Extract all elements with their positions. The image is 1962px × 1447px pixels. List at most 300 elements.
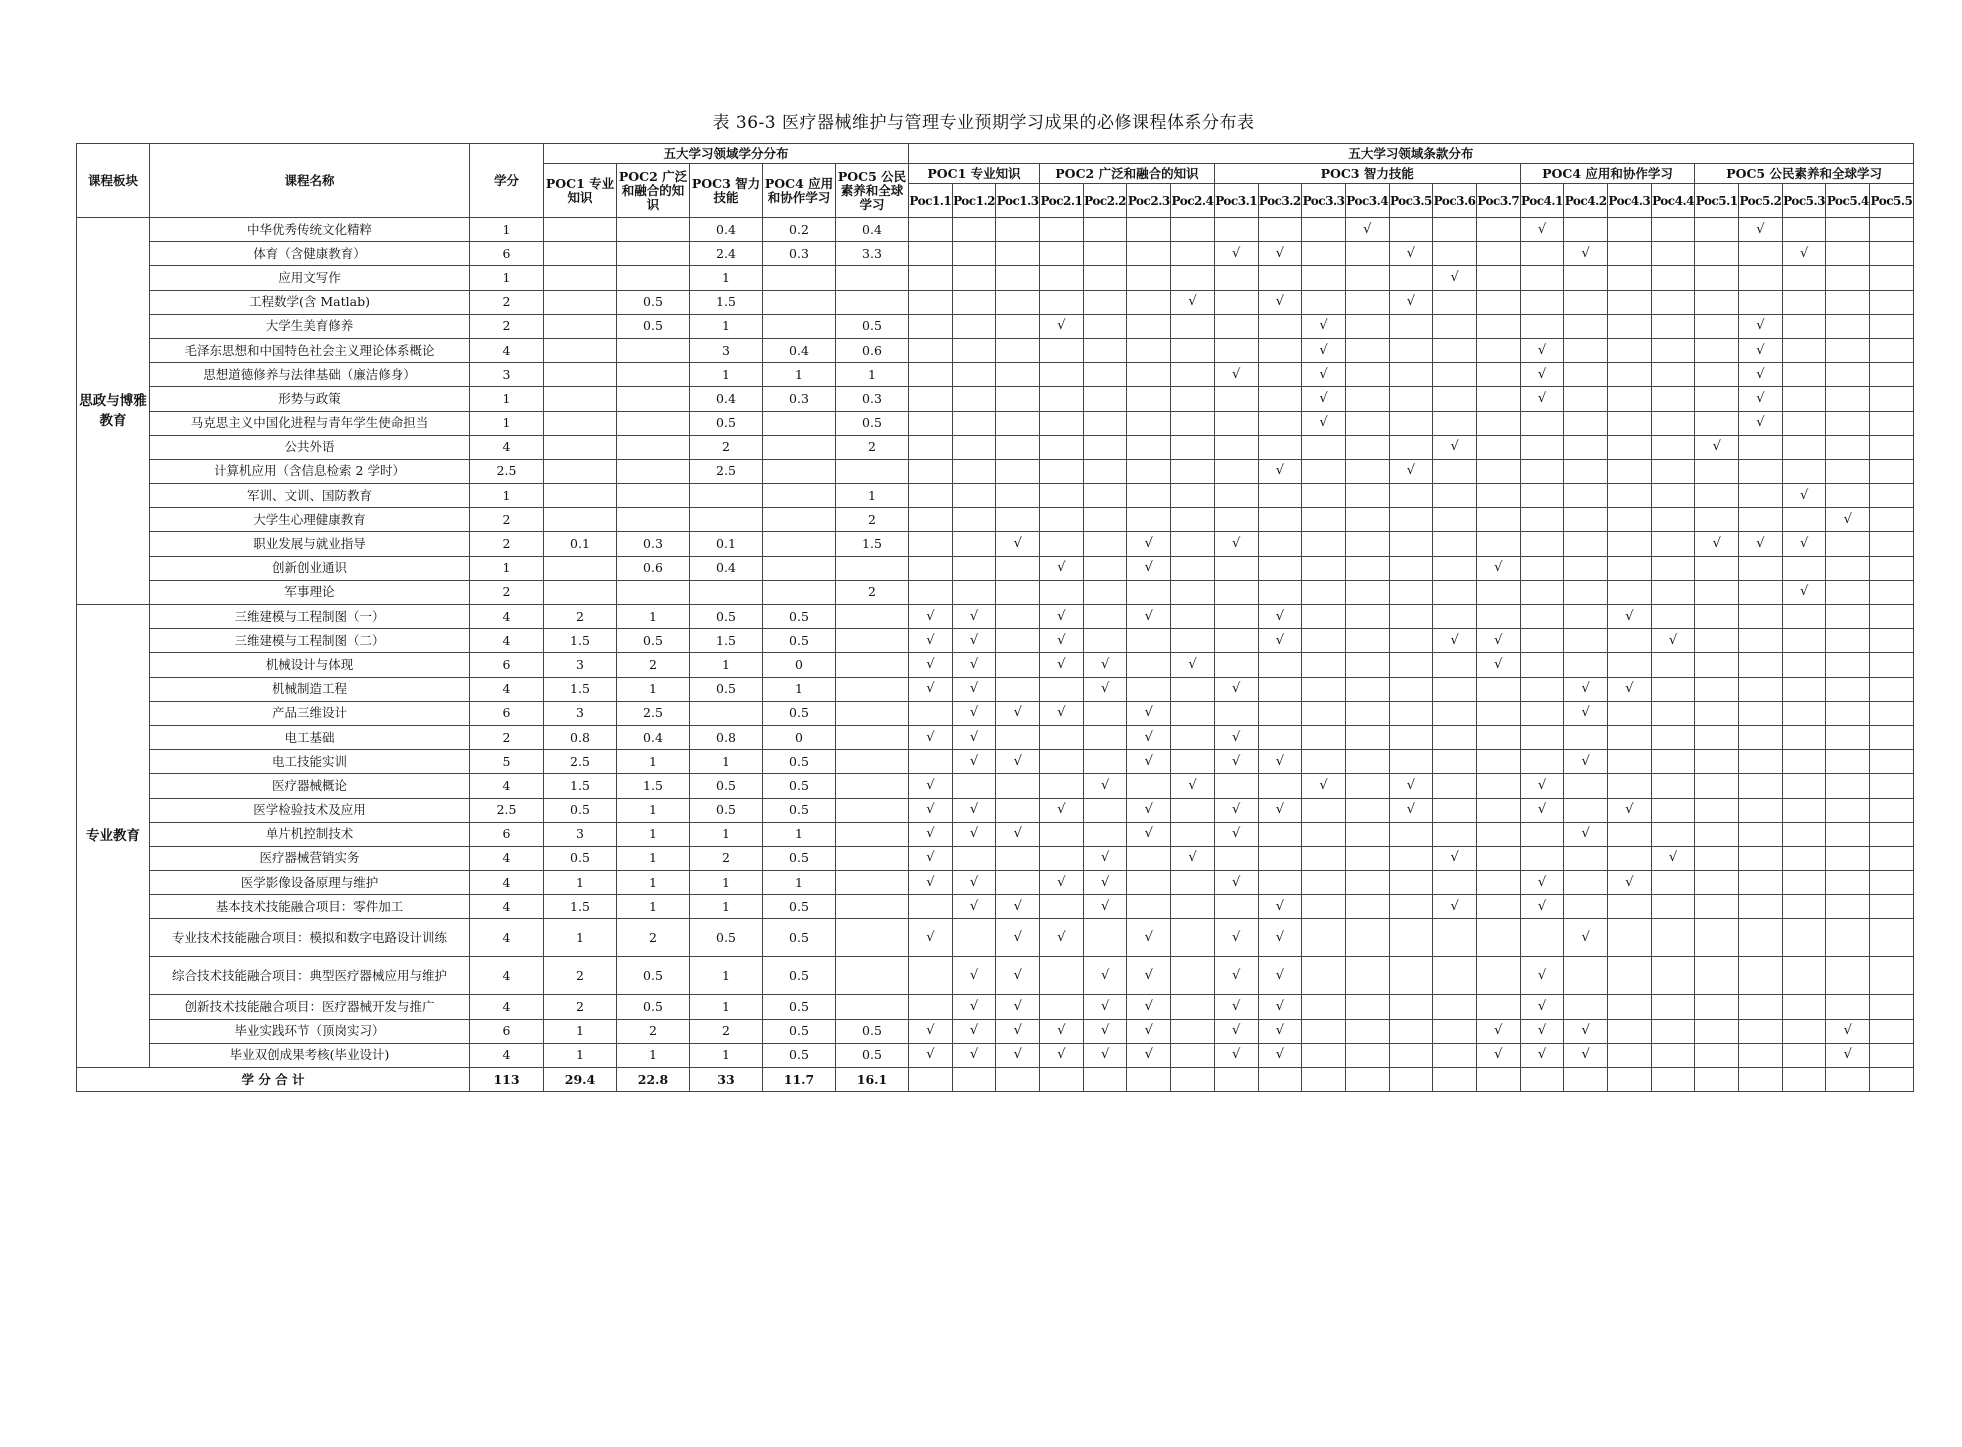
credit-poc3: 2.5 xyxy=(690,459,763,483)
credit-poc1: 0.5 xyxy=(544,798,617,822)
credit-poc5: 3.3 xyxy=(836,242,909,266)
clause-mark: √ xyxy=(1214,871,1258,895)
clause-mark xyxy=(1826,363,1870,387)
course-credit: 4 xyxy=(470,895,544,919)
credit-poc1: 1 xyxy=(544,919,617,957)
clause-mark xyxy=(1433,774,1477,798)
clause-mark: √ xyxy=(1564,1043,1608,1067)
course-name: 创新技术技能融合项目：医疗器械开发与推广 xyxy=(150,995,470,1019)
clause-mark xyxy=(1345,725,1389,749)
clause-mark xyxy=(1476,508,1520,532)
clause-mark xyxy=(1782,338,1826,362)
clause-mark: √ xyxy=(1214,363,1258,387)
credit-poc1: 0.5 xyxy=(544,846,617,870)
credit-poc2: 1.5 xyxy=(617,774,690,798)
clause-mark xyxy=(1826,725,1870,749)
total-credit: 113 xyxy=(470,1068,544,1092)
clause-mark: √ xyxy=(996,822,1040,846)
clause-mark xyxy=(1651,290,1695,314)
clause-mark xyxy=(1433,605,1477,629)
table-caption: 表 36-3 医疗器械维护与管理专业预期学习成果的必修课程体系分布表 xyxy=(712,113,1255,133)
clause-mark xyxy=(1040,532,1084,556)
course-credit: 4 xyxy=(470,919,544,957)
clause-mark xyxy=(1214,314,1258,338)
clause-mark: √ xyxy=(1127,532,1171,556)
clause-mark xyxy=(1826,653,1870,677)
clause-mark: √ xyxy=(1564,919,1608,957)
clause-mark xyxy=(1389,508,1433,532)
credit-poc3: 0.4 xyxy=(690,218,763,242)
clause-mark xyxy=(1040,387,1084,411)
clause-mark xyxy=(1127,411,1171,435)
clause-mark: √ xyxy=(1214,957,1258,995)
clause-mark: √ xyxy=(1127,605,1171,629)
course-credit: 6 xyxy=(470,701,544,725)
clause-mark xyxy=(1564,629,1608,653)
clause-mark xyxy=(996,677,1040,701)
header-sub-poc: Poc1.1 xyxy=(909,184,953,218)
curriculum-table xyxy=(76,143,1914,1092)
clause-mark xyxy=(1345,605,1389,629)
course-name: 创新创业通识 xyxy=(150,556,470,580)
clause-mark xyxy=(1826,314,1870,338)
clause-mark xyxy=(909,387,953,411)
clause-mark xyxy=(1171,871,1215,895)
clause-mark xyxy=(996,846,1040,870)
clause-mark xyxy=(1345,242,1389,266)
clause-mark xyxy=(1433,798,1477,822)
table-row xyxy=(77,508,1914,532)
clause-mark xyxy=(1826,290,1870,314)
clause-mark xyxy=(1171,957,1215,995)
credit-poc5: 0.3 xyxy=(836,387,909,411)
credit-poc4: 0.5 xyxy=(763,798,836,822)
clause-mark: √ xyxy=(1127,919,1171,957)
clause-mark xyxy=(1739,995,1783,1019)
course-credit: 2 xyxy=(470,580,544,604)
clause-mark xyxy=(1608,629,1652,653)
credit-poc4 xyxy=(763,266,836,290)
clause-mark xyxy=(1782,556,1826,580)
clause-mark xyxy=(1870,822,1914,846)
clause-mark xyxy=(1214,629,1258,653)
credit-poc2 xyxy=(617,411,690,435)
clause-mark xyxy=(1476,895,1520,919)
course-credit: 4 xyxy=(470,629,544,653)
clause-mark xyxy=(1564,957,1608,995)
credit-poc4 xyxy=(763,532,836,556)
credit-poc1: 2 xyxy=(544,605,617,629)
clause-mark xyxy=(1476,957,1520,995)
credit-poc5: 0.4 xyxy=(836,218,909,242)
clause-mark xyxy=(1564,387,1608,411)
clause-mark xyxy=(1345,459,1389,483)
clause-mark xyxy=(1476,677,1520,701)
total-empty-cell xyxy=(1127,1068,1171,1092)
clause-mark xyxy=(1651,701,1695,725)
clause-mark: √ xyxy=(1695,435,1739,459)
table-row xyxy=(77,629,1914,653)
header-sub-poc: Poc3.5 xyxy=(1389,184,1433,218)
clause-mark: √ xyxy=(1083,1043,1127,1067)
clause-mark: √ xyxy=(996,532,1040,556)
block-label: 专业教育 xyxy=(77,605,150,1068)
clause-mark xyxy=(1651,1019,1695,1043)
clause-mark xyxy=(1608,290,1652,314)
clause-mark: √ xyxy=(1214,677,1258,701)
course-credit: 2 xyxy=(470,290,544,314)
clause-mark: √ xyxy=(1258,459,1302,483)
credit-poc3: 1.5 xyxy=(690,629,763,653)
clause-mark: √ xyxy=(996,750,1040,774)
clause-mark xyxy=(1214,846,1258,870)
clause-mark xyxy=(1782,1019,1826,1043)
clause-mark: √ xyxy=(952,725,996,749)
clause-mark xyxy=(1345,846,1389,870)
clause-mark: √ xyxy=(996,957,1040,995)
clause-mark xyxy=(1433,242,1477,266)
clause-mark xyxy=(1171,629,1215,653)
clause-mark: √ xyxy=(1214,1043,1258,1067)
clause-mark xyxy=(1651,580,1695,604)
clause-mark xyxy=(996,314,1040,338)
clause-mark: √ xyxy=(1214,822,1258,846)
credit-poc3 xyxy=(690,580,763,604)
credit-poc5 xyxy=(836,629,909,653)
credit-poc1: 3 xyxy=(544,701,617,725)
clause-mark xyxy=(1214,266,1258,290)
credit-poc2: 1 xyxy=(617,605,690,629)
clause-mark xyxy=(1433,653,1477,677)
header-sub-poc: Poc5.1 xyxy=(1695,184,1739,218)
clause-mark xyxy=(1826,846,1870,870)
clause-mark: √ xyxy=(1782,532,1826,556)
clause-mark xyxy=(1127,363,1171,387)
course-name: 基本技术技能融合项目：零件加工 xyxy=(150,895,470,919)
course-credit: 1 xyxy=(470,411,544,435)
clause-mark xyxy=(1782,957,1826,995)
clause-mark xyxy=(1171,411,1215,435)
clause-mark xyxy=(909,556,953,580)
clause-mark xyxy=(1870,798,1914,822)
clause-mark xyxy=(1171,459,1215,483)
clause-mark xyxy=(1739,653,1783,677)
credit-poc5: 1 xyxy=(836,484,909,508)
clause-mark xyxy=(1870,508,1914,532)
clause-mark xyxy=(1302,846,1346,870)
table-row xyxy=(77,750,1914,774)
clause-mark xyxy=(1564,314,1608,338)
clause-mark xyxy=(1083,725,1127,749)
clause-mark xyxy=(1695,701,1739,725)
clause-mark: √ xyxy=(1520,798,1564,822)
clause-mark: √ xyxy=(909,1043,953,1067)
clause-mark xyxy=(1171,532,1215,556)
clause-mark xyxy=(1302,871,1346,895)
clause-mark xyxy=(1302,822,1346,846)
total-empty-cell xyxy=(1083,1068,1127,1092)
clause-mark xyxy=(1345,822,1389,846)
clause-mark xyxy=(1782,218,1826,242)
clause-mark xyxy=(1171,798,1215,822)
credit-poc1 xyxy=(544,266,617,290)
clause-mark: √ xyxy=(1083,995,1127,1019)
clause-mark: √ xyxy=(1345,218,1389,242)
course-name: 医学影像设备原理与维护 xyxy=(150,871,470,895)
clause-mark: √ xyxy=(1651,629,1695,653)
clause-mark xyxy=(1258,484,1302,508)
clause-mark xyxy=(909,314,953,338)
credit-poc4 xyxy=(763,314,836,338)
course-name: 机械设计与体现 xyxy=(150,653,470,677)
clause-mark xyxy=(996,411,1040,435)
clause-mark xyxy=(1476,290,1520,314)
clause-mark xyxy=(1608,919,1652,957)
clause-mark: √ xyxy=(1826,1043,1870,1067)
credit-poc2: 0.3 xyxy=(617,532,690,556)
clause-mark xyxy=(1171,822,1215,846)
clause-mark xyxy=(1345,1043,1389,1067)
clause-mark: √ xyxy=(1258,290,1302,314)
clause-mark xyxy=(1870,411,1914,435)
clause-mark xyxy=(1695,484,1739,508)
clause-mark xyxy=(1826,387,1870,411)
credit-poc5: 0.5 xyxy=(836,1019,909,1043)
credit-poc4 xyxy=(763,508,836,532)
clause-mark xyxy=(1214,895,1258,919)
clause-mark xyxy=(1870,266,1914,290)
clause-mark xyxy=(1651,957,1695,995)
clause-mark xyxy=(1302,895,1346,919)
course-credit: 1 xyxy=(470,387,544,411)
credit-poc4: 0.4 xyxy=(763,338,836,362)
clause-mark: √ xyxy=(1651,846,1695,870)
table-row xyxy=(77,218,1914,242)
clause-mark xyxy=(1433,580,1477,604)
credit-poc5 xyxy=(836,822,909,846)
clause-mark xyxy=(1564,218,1608,242)
clause-mark xyxy=(996,266,1040,290)
clause-mark: √ xyxy=(1083,871,1127,895)
clause-mark xyxy=(1870,580,1914,604)
credit-poc4: 0.5 xyxy=(763,774,836,798)
clause-mark: √ xyxy=(1214,995,1258,1019)
total-empty-cell xyxy=(1040,1068,1084,1092)
clause-mark xyxy=(1040,725,1084,749)
clause-mark xyxy=(1870,314,1914,338)
course-name: 三维建模与工程制图（一） xyxy=(150,605,470,629)
header-sub-poc: Poc4.4 xyxy=(1651,184,1695,218)
clause-mark: √ xyxy=(1083,653,1127,677)
total-empty-cell xyxy=(996,1068,1040,1092)
clause-mark: √ xyxy=(1476,629,1520,653)
clause-mark: √ xyxy=(1520,871,1564,895)
clause-mark xyxy=(1476,725,1520,749)
clause-mark xyxy=(1171,218,1215,242)
credit-poc5 xyxy=(836,653,909,677)
clause-mark: √ xyxy=(1739,411,1783,435)
credit-poc5 xyxy=(836,677,909,701)
clause-mark xyxy=(1826,556,1870,580)
clause-mark xyxy=(1782,822,1826,846)
clause-mark xyxy=(1083,605,1127,629)
credit-poc3: 0.5 xyxy=(690,411,763,435)
clause-mark xyxy=(1695,605,1739,629)
clause-mark xyxy=(1739,1043,1783,1067)
credit-poc1 xyxy=(544,556,617,580)
clause-mark: √ xyxy=(1608,798,1652,822)
clause-mark xyxy=(1651,653,1695,677)
clause-mark xyxy=(1127,629,1171,653)
total-empty-cell xyxy=(909,1068,953,1092)
clause-mark xyxy=(1127,459,1171,483)
clause-mark xyxy=(996,798,1040,822)
credit-poc4: 1 xyxy=(763,822,836,846)
clause-mark xyxy=(1389,750,1433,774)
clause-mark xyxy=(1520,290,1564,314)
clause-mark xyxy=(1171,725,1215,749)
clause-mark xyxy=(1040,484,1084,508)
table-row xyxy=(77,484,1914,508)
clause-mark xyxy=(1739,508,1783,532)
clause-mark xyxy=(1826,774,1870,798)
clause-mark xyxy=(1520,435,1564,459)
clause-mark xyxy=(1476,798,1520,822)
clause-mark xyxy=(909,242,953,266)
clause-mark xyxy=(1476,871,1520,895)
credit-poc4 xyxy=(763,484,836,508)
credit-poc3: 1 xyxy=(690,957,763,995)
clause-mark xyxy=(1520,677,1564,701)
clause-mark xyxy=(1608,556,1652,580)
clause-mark xyxy=(1389,580,1433,604)
clause-mark xyxy=(1214,411,1258,435)
clause-mark xyxy=(1651,750,1695,774)
clause-mark xyxy=(1389,957,1433,995)
clause-mark xyxy=(1564,435,1608,459)
clause-mark xyxy=(952,411,996,435)
credit-poc2 xyxy=(617,459,690,483)
clause-mark xyxy=(1302,435,1346,459)
clause-mark xyxy=(1739,750,1783,774)
clause-mark xyxy=(1127,846,1171,870)
credit-poc3: 1 xyxy=(690,314,763,338)
clause-mark xyxy=(1389,363,1433,387)
clause-mark xyxy=(1345,701,1389,725)
clause-mark: √ xyxy=(1083,677,1127,701)
credit-poc3: 2 xyxy=(690,846,763,870)
clause-mark xyxy=(1171,1043,1215,1067)
clause-mark xyxy=(1083,822,1127,846)
course-name: 医疗器械概论 xyxy=(150,774,470,798)
clause-mark xyxy=(1870,895,1914,919)
clause-mark xyxy=(1302,1019,1346,1043)
clause-mark xyxy=(1302,580,1346,604)
clause-mark xyxy=(952,580,996,604)
clause-mark xyxy=(1826,435,1870,459)
credit-poc4: 0.3 xyxy=(763,387,836,411)
credit-poc3: 1 xyxy=(690,363,763,387)
total-empty-cell xyxy=(1345,1068,1389,1092)
total-empty-cell xyxy=(1870,1068,1914,1092)
clause-mark xyxy=(1870,871,1914,895)
clause-mark xyxy=(1389,677,1433,701)
credit-poc1: 1 xyxy=(544,871,617,895)
clause-mark xyxy=(1345,387,1389,411)
credit-poc1: 1.5 xyxy=(544,895,617,919)
clause-mark xyxy=(1782,605,1826,629)
clause-mark xyxy=(1476,363,1520,387)
credit-poc2 xyxy=(617,484,690,508)
credit-poc2: 1 xyxy=(617,822,690,846)
clause-mark xyxy=(1782,895,1826,919)
credit-poc4: 0.5 xyxy=(763,701,836,725)
clause-mark xyxy=(1389,822,1433,846)
clause-mark xyxy=(1433,871,1477,895)
credit-poc2 xyxy=(617,266,690,290)
clause-mark: √ xyxy=(1040,314,1084,338)
clause-mark xyxy=(1739,459,1783,483)
clause-mark xyxy=(1739,919,1783,957)
clause-mark xyxy=(1608,1019,1652,1043)
clause-mark xyxy=(1302,605,1346,629)
table-row xyxy=(77,822,1914,846)
clause-mark xyxy=(1258,774,1302,798)
clause-mark xyxy=(952,218,996,242)
clause-mark: √ xyxy=(952,822,996,846)
credit-poc3: 1 xyxy=(690,1043,763,1067)
clause-mark xyxy=(909,459,953,483)
clause-mark xyxy=(1739,605,1783,629)
clause-mark xyxy=(1826,484,1870,508)
credit-poc2: 1 xyxy=(617,750,690,774)
table-row xyxy=(77,338,1914,362)
course-credit: 6 xyxy=(470,242,544,266)
clause-mark xyxy=(1433,532,1477,556)
clause-mark xyxy=(1476,459,1520,483)
clause-mark xyxy=(1389,919,1433,957)
clause-mark xyxy=(1564,580,1608,604)
credit-poc1: 1 xyxy=(544,1019,617,1043)
clause-mark: √ xyxy=(1127,798,1171,822)
clause-mark xyxy=(1739,435,1783,459)
header-sub-poc: Poc3.6 xyxy=(1433,184,1477,218)
clause-mark xyxy=(1826,701,1870,725)
header-sub-poc: Poc1.2 xyxy=(952,184,996,218)
credit-poc4 xyxy=(763,556,836,580)
course-credit: 1 xyxy=(470,218,544,242)
clause-mark xyxy=(996,459,1040,483)
clause-mark xyxy=(1739,1019,1783,1043)
credit-poc5 xyxy=(836,605,909,629)
clause-mark xyxy=(1389,846,1433,870)
clause-mark xyxy=(1345,629,1389,653)
clause-mark xyxy=(1520,556,1564,580)
clause-mark: √ xyxy=(1214,798,1258,822)
clause-mark xyxy=(1389,218,1433,242)
clause-mark: √ xyxy=(1302,774,1346,798)
clause-mark xyxy=(1782,995,1826,1019)
credit-poc5 xyxy=(836,701,909,725)
course-credit: 6 xyxy=(470,653,544,677)
clause-mark xyxy=(1214,556,1258,580)
clause-mark xyxy=(1651,725,1695,749)
clause-mark xyxy=(1608,895,1652,919)
credit-poc1 xyxy=(544,218,617,242)
clause-mark xyxy=(1870,218,1914,242)
clause-mark xyxy=(1739,701,1783,725)
clause-mark xyxy=(1302,218,1346,242)
